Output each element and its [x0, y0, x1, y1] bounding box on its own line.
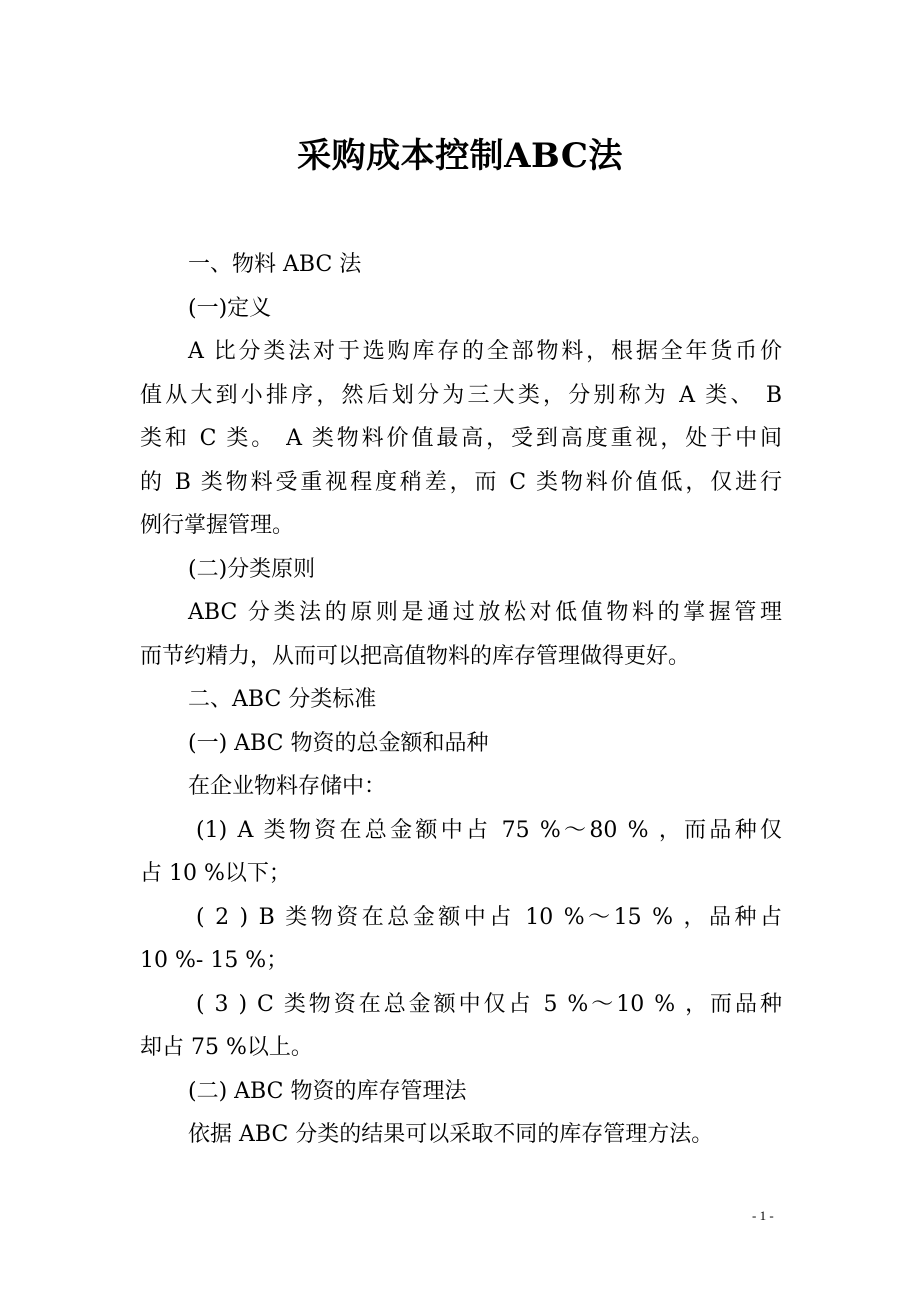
list-item-line: ( 3 ) C 类物资在总金额中仅占 5 %～10 % ，而品种: [196, 991, 782, 1017]
section-heading: 一、物料 ABC 法: [188, 252, 362, 277]
paragraph-line: A 比分类法对于选购库存的全部物料，根据全年货币价: [188, 339, 782, 364]
paragraph-line: 而节约精力，从而可以把高值物料的库存管理做得更好。: [140, 643, 691, 669]
paragraph-line: 值从大到小排序，然后划分为三大类，分别称为 A 类、 B: [140, 382, 782, 408]
section-heading: 二、ABC 分类标准: [188, 687, 377, 712]
paragraph-line: ABC 分类法的原则是通过放松对低值物料的掌握管理: [188, 600, 782, 625]
list-item-line: ( 2 ) B 类物资在总金额中占 10 %～15 % ，品种占: [196, 904, 782, 930]
list-item-line: (1) A 类物资在总金额中占 75 %～80 % ，而品种仅: [196, 817, 782, 843]
paragraph-line: 的 B 类物料受重视程度稍差，而 C 类物料价值低，仅进行: [140, 469, 782, 495]
paragraph-line: 在企业物料存储中：: [188, 774, 387, 799]
list-item-line: 10 %- 15 %；: [140, 948, 289, 973]
paragraph-line: 例行掌握管理。: [140, 513, 295, 538]
subsection-heading: (二)分类原则: [188, 556, 316, 582]
subsection-heading: (二) ABC 物资的库存管理法: [188, 1078, 467, 1104]
paragraph-line: 类和 C 类。 A 类物料价值最高，受到高度重视，处于中间: [140, 426, 782, 451]
document-body: [140, 243, 782, 1157]
page-number: - 1 -: [752, 1208, 774, 1223]
page-title: 采购成本控制ABC法: [297, 136, 623, 176]
subsection-heading: (一)定义: [188, 295, 272, 321]
list-item-line: 占 10 %以下；: [140, 861, 291, 886]
paragraph-line: 依据 ABC 分类的结果可以采取不同的库存管理方法。: [188, 1122, 714, 1147]
subsection-heading: (一) ABC 物资的总金额和品种: [188, 730, 489, 756]
list-item-line: 却占 75 %以上。: [140, 1035, 313, 1060]
